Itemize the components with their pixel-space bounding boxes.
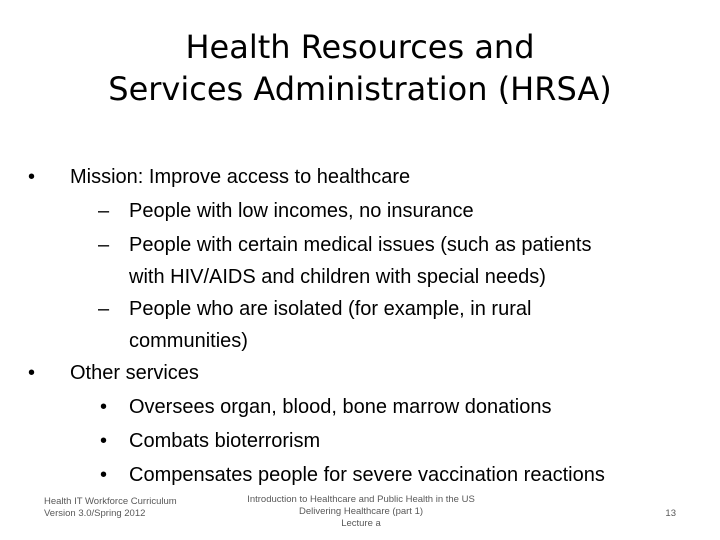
sub-bullet-isolated-cont	[28, 326, 708, 356]
bullet-marker: •	[100, 430, 108, 452]
title-line-1: Health Resources and	[185, 28, 535, 66]
dash-marker: –	[98, 298, 110, 320]
sub-bullet-text: Oversees organ, blood, bone marrow donations	[129, 396, 552, 418]
bullet-marker: •	[100, 396, 108, 418]
slide-body	[28, 160, 708, 492]
sub-bullet-text: with HIV/AIDS and children with special needs)	[129, 266, 546, 288]
sub-bullet-text: communities)	[129, 330, 248, 352]
dash-marker: –	[98, 234, 110, 256]
slide-title	[0, 26, 720, 110]
footer-curriculum-line: Health IT Workforce Curriculum	[44, 496, 177, 507]
bullet-other-services	[28, 356, 708, 390]
sub-bullet-vaccination	[28, 458, 708, 492]
bullet-marker: •	[28, 166, 36, 188]
sub-bullet-low-income	[28, 194, 708, 228]
sub-bullet-medical-issues	[28, 228, 708, 262]
sub-bullet-text: Combats bioterrorism	[129, 430, 321, 452]
bullet-marker: •	[100, 464, 108, 486]
sub-bullet-bioterrorism	[28, 424, 708, 458]
dash-marker: –	[98, 200, 110, 222]
sub-bullet-isolated	[28, 292, 708, 326]
bullet-text: Mission: Improve access to healthcare	[70, 166, 411, 188]
sub-bullet-medical-issues-cont	[28, 262, 708, 292]
sub-bullet-text: People who are isolated (for example, in rural	[129, 298, 532, 320]
footer-unit-title: Delivering Healthcare (part 1)	[298, 506, 424, 517]
title-line-2: Services Administration (HRSA)	[108, 70, 612, 108]
bullet-mission	[28, 160, 708, 194]
sub-bullet-donations	[28, 390, 708, 424]
footer-curriculum	[44, 496, 177, 520]
footer-version-line: Version 3.0/Spring 2012	[44, 508, 146, 519]
footer-course-info	[216, 494, 506, 530]
sub-bullet-text: Compensates people for severe vaccination reactions	[129, 464, 605, 486]
sub-bullet-text: People with certain medical issues (such as patients	[129, 234, 592, 256]
bullet-marker: •	[28, 362, 36, 384]
bullet-text: Other services	[70, 362, 199, 384]
footer-course-title: Introduction to Healthcare and Public Health in the US	[247, 494, 475, 505]
page-number: 13	[665, 508, 676, 519]
footer-lecture: Lecture a	[341, 518, 381, 529]
sub-bullet-text: People with low incomes, no insurance	[129, 200, 474, 222]
